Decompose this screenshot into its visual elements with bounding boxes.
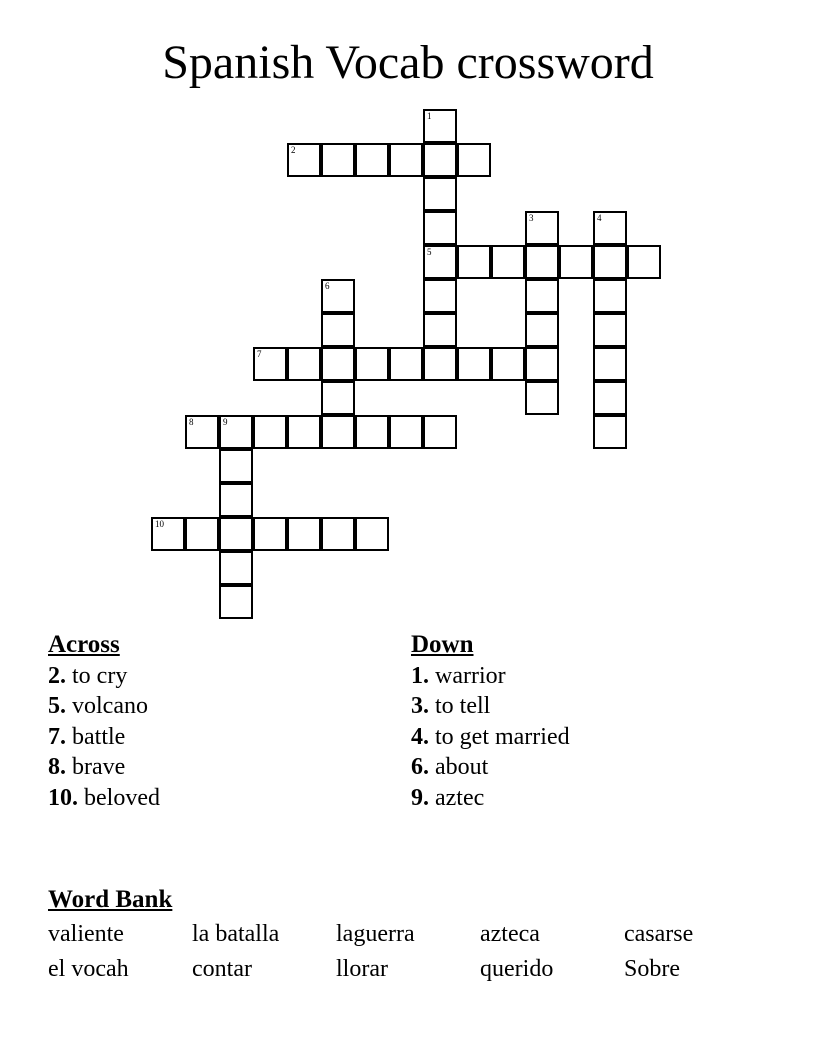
cell-number: 10 [155, 519, 164, 529]
clue-number: 9. [411, 784, 429, 811]
clue-number: 4. [411, 723, 429, 750]
clue-number: 5. [48, 693, 66, 719]
across-heading: Across [48, 631, 120, 658]
grid-cell[interactable] [423, 279, 457, 313]
grid-cell[interactable] [423, 143, 457, 177]
grid-cell[interactable] [593, 415, 627, 449]
grid-cell[interactable] [457, 245, 491, 279]
grid-cell[interactable] [355, 347, 389, 381]
down-clue [411, 661, 570, 692]
word-bank-word: el vocah [48, 956, 129, 982]
grid-cell[interactable] [389, 415, 423, 449]
grid-cell[interactable] [355, 415, 389, 449]
clue-number: 6. [411, 754, 429, 780]
word-bank-word: Sobre [624, 956, 680, 982]
grid-cell[interactable] [423, 415, 457, 449]
grid-cell[interactable] [287, 517, 321, 551]
down-heading: Down [411, 631, 474, 658]
across-section [48, 630, 160, 813]
grid-cell[interactable] [355, 517, 389, 551]
grid-cell[interactable] [219, 517, 253, 551]
word-bank-word: llorar [336, 956, 388, 982]
grid-cell[interactable] [593, 313, 627, 347]
grid-cell[interactable] [219, 551, 253, 585]
word-bank [48, 885, 768, 983]
across-clue [48, 722, 160, 753]
clue-text: to tell [435, 693, 491, 719]
grid-cell[interactable] [321, 143, 355, 177]
grid-cell[interactable] [525, 381, 559, 415]
clue-number: 1. [411, 662, 429, 689]
cell-number: 1 [427, 111, 432, 121]
grid-cell[interactable] [593, 211, 627, 245]
clue-text: about [435, 754, 489, 780]
grid-cell[interactable] [491, 245, 525, 279]
grid-cell[interactable] [525, 211, 559, 245]
clue-number: 8. [48, 754, 66, 780]
down-clue [411, 752, 570, 783]
cell-number: 6 [325, 281, 330, 291]
grid-cell[interactable] [457, 143, 491, 177]
grid-cell[interactable] [525, 313, 559, 347]
grid-cell[interactable] [525, 279, 559, 313]
clue-text: aztec [435, 784, 485, 811]
grid-cell[interactable] [423, 313, 457, 347]
grid-cell[interactable] [423, 211, 457, 245]
grid-cell[interactable] [321, 279, 355, 313]
across-clue [48, 661, 160, 692]
grid-cell[interactable] [593, 347, 627, 381]
grid-cell[interactable] [457, 347, 491, 381]
word-bank-word: azteca [480, 921, 540, 947]
clue-text: warrior [435, 662, 506, 689]
grid-cell[interactable] [423, 347, 457, 381]
clue-text: beloved [84, 784, 160, 811]
grid-cell[interactable] [559, 245, 593, 279]
word-bank-word: laguerra [336, 921, 415, 947]
clue-number: 7. [48, 723, 66, 750]
clue-number: 10. [48, 784, 78, 811]
cell-number: 4 [597, 213, 602, 223]
grid-cell[interactable] [253, 517, 287, 551]
clue-text: to get married [435, 723, 570, 750]
grid-cell[interactable] [287, 143, 321, 177]
down-clue [411, 691, 570, 722]
grid-cell[interactable] [253, 415, 287, 449]
across-clue [48, 752, 160, 783]
grid-cell[interactable] [321, 381, 355, 415]
clue-number: 2. [48, 662, 66, 689]
grid-cell[interactable] [593, 245, 627, 279]
cell-number: 9 [223, 417, 228, 427]
grid-cell[interactable] [525, 245, 559, 279]
grid-cell[interactable] [593, 381, 627, 415]
grid-cell[interactable] [525, 347, 559, 381]
grid-cell[interactable] [287, 347, 321, 381]
grid-cell[interactable] [253, 347, 287, 381]
grid-cell[interactable] [389, 347, 423, 381]
across-clue [48, 783, 160, 814]
grid-cell[interactable] [321, 517, 355, 551]
grid-cell[interactable] [355, 143, 389, 177]
word-bank-word: la batalla [192, 921, 280, 947]
word-bank-word: querido [480, 956, 554, 982]
cell-number: 8 [189, 417, 194, 427]
word-bank-word: contar [192, 956, 252, 982]
grid-cell[interactable] [491, 347, 525, 381]
grid-cell[interactable] [423, 177, 457, 211]
grid-cell[interactable] [185, 415, 219, 449]
crossword-grid [152, 110, 696, 630]
grid-cell[interactable] [321, 415, 355, 449]
grid-cell[interactable] [389, 143, 423, 177]
clue-number: 3. [411, 693, 429, 719]
grid-cell[interactable] [423, 245, 457, 279]
cell-number: 5 [427, 247, 432, 257]
grid-cell[interactable] [593, 279, 627, 313]
down-clue [411, 722, 570, 753]
word-bank-word: valiente [48, 921, 124, 947]
across-clue [48, 691, 160, 722]
grid-cell[interactable] [627, 245, 661, 279]
cell-number: 2 [291, 145, 296, 155]
clue-text: to cry [72, 662, 128, 689]
cell-number: 7 [257, 349, 262, 359]
word-bank-word: casarse [624, 921, 694, 947]
grid-cell[interactable] [185, 517, 219, 551]
grid-cell[interactable] [423, 109, 457, 143]
grid-cell[interactable] [151, 517, 185, 551]
grid-cell[interactable] [321, 313, 355, 347]
page-title: Spanish Vocab crossword [162, 36, 654, 89]
down-clue [411, 783, 570, 814]
down-section [411, 630, 570, 813]
grid-cell[interactable] [219, 585, 253, 619]
grid-cell[interactable] [219, 483, 253, 517]
clue-text: brave [72, 754, 126, 780]
word-bank-heading: Word Bank [48, 886, 173, 913]
clue-text: battle [72, 723, 126, 750]
clue-text: volcano [72, 693, 148, 719]
grid-cell[interactable] [219, 449, 253, 483]
grid-cell[interactable] [321, 347, 355, 381]
grid-cell[interactable] [219, 415, 253, 449]
cell-number: 3 [529, 213, 534, 223]
grid-cell[interactable] [287, 415, 321, 449]
